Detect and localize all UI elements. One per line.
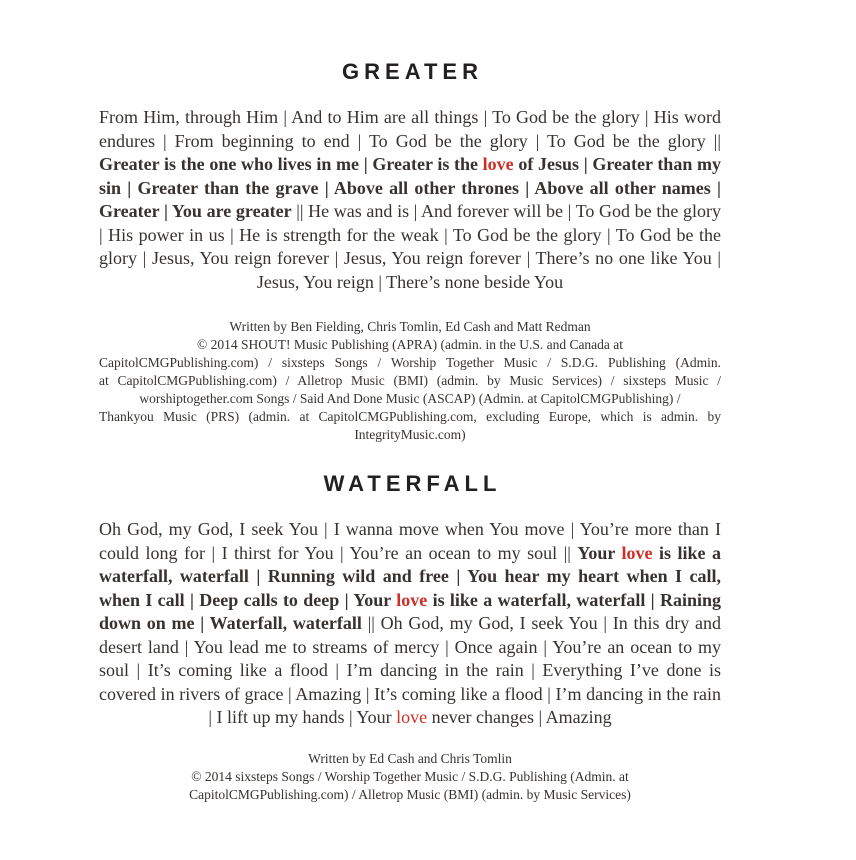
credit-line: © 2014 SHOUT! Music Publishing (APRA) (admin. in the U.S. and Canada at (196, 337, 624, 352)
lyric-segment-bold: Your (577, 542, 622, 563)
lyric-segment: || He was and is | And forever will be | To God be the glory | His power in us | He is strength for the weak | To God be the glory | To God be the glory | Jesus, You reign forever | Jesus, You reign forever | There’s no one like You | Jesus, You reign | There’s none beside You (99, 201, 721, 292)
credit-line: worshiptogether.com Songs / Said And Done Music (ASCAP) (Admin. at CapitolCMGPublishing) / (139, 391, 681, 406)
lyric-segment: || Oh God, my God, I seek You | In this dry and desert land | You lead me to streams of mercy | Once again | You’re an ocean to my soul | It’s coming like a flood | I’m dancing in the rain | Everything I’ve done is covered in rivers of grace | Amazing | It’s coming like a flood | I’m dancing in the rain | I lift up my hands | Your (99, 613, 721, 727)
lyric-segment-bold: is like a waterfall, waterfall | Raining down on me | Waterfall, waterfall (99, 589, 721, 633)
lyrics-waterfall (99, 518, 721, 730)
lyric-segment-bold: of Jesus | Greater than my sin | Greater than the grave | Above all other thrones | Above all other names | Greater | You are greater (99, 154, 721, 221)
credit-line: Written by Ed Cash and Chris Tomlin (308, 750, 512, 766)
lyric-segment: never changes | Amazing (427, 707, 612, 727)
credit-line: Written by Ben Fielding, Chris Tomlin, Ed Cash and Matt Redman (229, 319, 591, 334)
love-highlight: love (621, 542, 653, 563)
love-highlight: love (396, 589, 428, 610)
love-highlight: love (482, 154, 514, 174)
credit-line: IntegrityMusic.com) (354, 427, 466, 442)
credit-line: Thankyou Music (PRS) (admin. at CapitolCMGPublishing.com, excluding Europe, which is admin. by (99, 409, 721, 424)
credits-waterfall (99, 750, 721, 804)
credit-line: at CapitolCMGPublishing.com) / Alletrop Music (BMI) (admin. by Music Services) / sixsteps Music / (99, 373, 721, 388)
song-section-greater (99, 58, 721, 444)
lyric-segment-bold: is like a waterfall, waterfall | Running wild and free | You hear my heart when I call, when I call | Deep calls to deep | Your (99, 542, 721, 610)
lyric-segment-bold: Greater is the one who lives in me | Greater is the (99, 154, 483, 174)
credit-line: © 2014 sixsteps Songs / Worship Together Music / S.D.G. Publishing (Admin. at (191, 768, 629, 784)
song-title-greater: GREATER (342, 59, 483, 84)
credits-greater (99, 318, 721, 444)
lyric-segment: From Him, through Him | And to Him are all things | To God be the glory | His word endures | From beginning to end | To God be the glory | To God be the glory || (99, 107, 721, 151)
lyrics-greater (99, 106, 721, 294)
song-title-waterfall: WATERFALL (323, 471, 502, 496)
lyric-segment: Oh God, my God, I seek You | I wanna move when You move | You’re more than I could long for | I thirst for You | You’re an ocean to my soul || (99, 519, 721, 563)
credit-line: CapitolCMGPublishing.com) / Alletrop Music (BMI) (admin. by Music Services) (189, 786, 631, 802)
song-section-waterfall (99, 470, 721, 804)
love-highlight: love (396, 707, 428, 727)
credit-line: CapitolCMGPublishing.com) / sixsteps Songs / Worship Together Music / S.D.G. Publishing (Admin. (99, 355, 721, 370)
